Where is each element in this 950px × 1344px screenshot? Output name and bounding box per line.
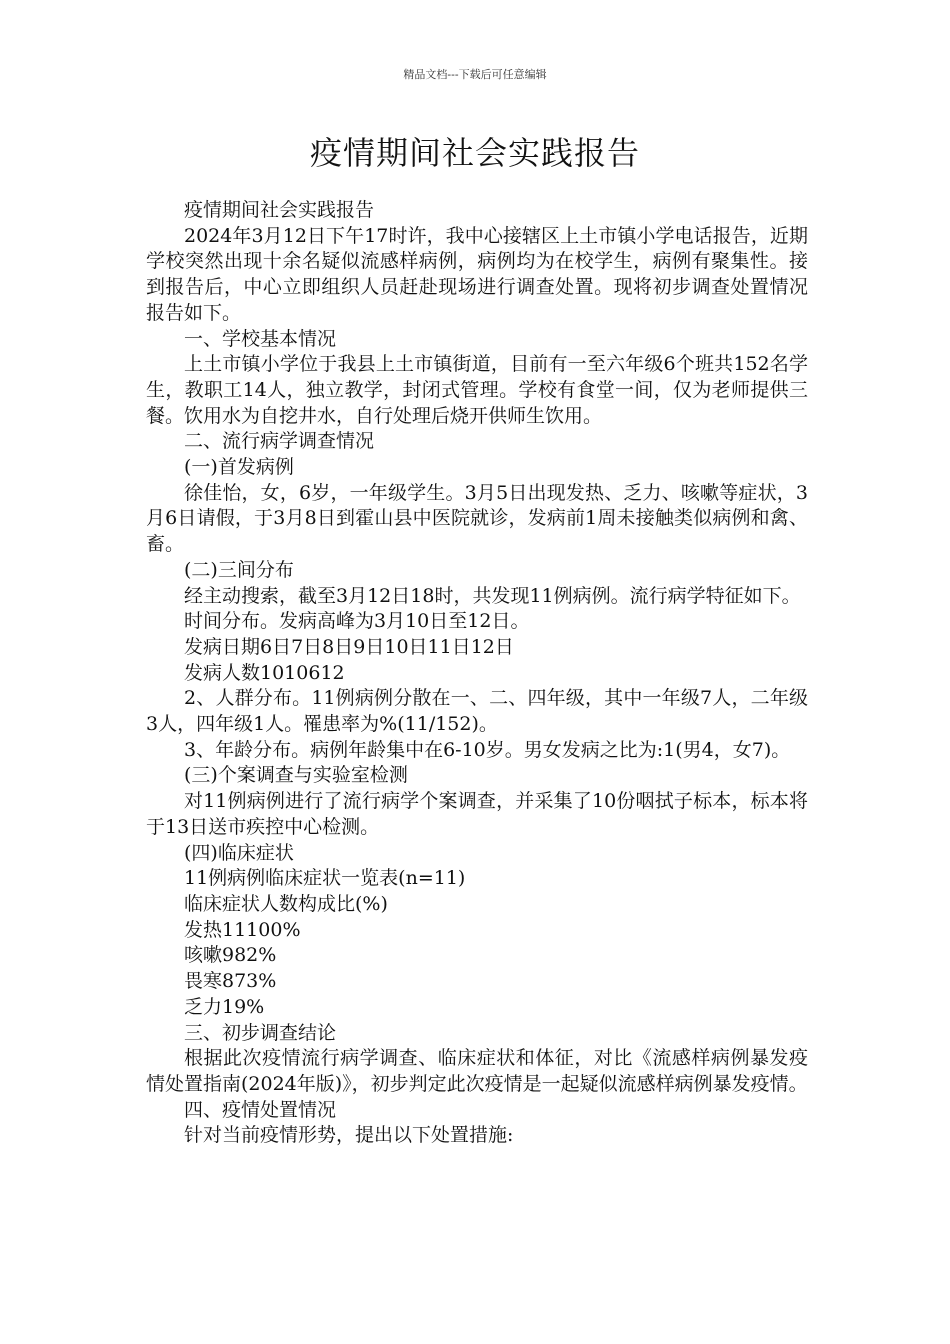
section-heading: 三、初步调查结论 (184, 1021, 337, 1044)
table-caption: 11例病例临床症状一览表(n=11) (184, 867, 466, 890)
subsection-heading: (一)首发病例 (184, 456, 294, 479)
document-body (146, 198, 808, 1149)
table-row-counts: 发病人数1010612 (184, 661, 345, 684)
paragraph: 2024年3月12日下午17时许，我中心接辖区上土市镇小学电话报告，近期学校突然出现十余名疑似流感样病例，病例均为在校学生，病例有聚集性。接到报告后，中心立即组织人员赶赴现场进行调查处置。现将初步调查处置情况报告如下。 (146, 224, 808, 324)
section-heading: 一、学校基本情况 (184, 327, 337, 350)
table-row: 乏力19% (184, 995, 265, 1018)
subsection-heading: (二)三间分布 (184, 558, 294, 581)
paragraph: 上土市镇小学位于我县上土市镇街道，目前有一至六年级6个班共152名学生，教职工14人，独立教学，封闭式管理。学校有食堂一间，仅为老师提供三餐。饮用水为自挖井水，自行处理后烧开供师生饮用。 (146, 353, 808, 427)
section-heading: 二、流行病学调查情况 (184, 430, 375, 453)
paragraph: 根据此次疫情流行病学调查、临床症状和体征，对比《流感样病例暴发疫情处置指南(2024年版)》，初步判定此次疫情是一起疑似流感样病例暴发疫情。 (146, 1047, 808, 1095)
document-title: 疫情期间社会实践报告 (309, 134, 640, 172)
paragraph: 对11例病例进行了流行病学个案调查，并采集了10份咽拭子标本，标本将于13日送市疾控中心检测。 (146, 790, 808, 838)
paragraph: 3、年龄分布。病例年龄集中在6-10岁。男女发病之比为:1(男4，女7)。 (184, 738, 791, 761)
paragraph: 徐佳怡，女，6岁，一年级学生。3月5日出现发热、乏力、咳嗽等症状，3月6日请假，于3月8日到霍山县中医院就诊，发病前1周未接触类似病例和禽、畜。 (146, 481, 808, 556)
paragraph: 2、人群分布。11例病例分散在一、二、四年级，其中一年级7人，二年级3人，四年级1人。罹患率为%(11/152)。 (146, 687, 808, 736)
text-line: 时间分布。发病高峰为3月10日至12日。 (184, 610, 530, 633)
table-row: 发热11100% (184, 918, 301, 941)
subsection-heading: (三)个案调查与实验室检测 (184, 764, 408, 787)
text-line: 疫情期间社会实践报告 (184, 199, 375, 221)
table-row: 咳嗽982% (184, 944, 277, 967)
table-header-row: 临床症状人数构成比(%) (184, 892, 388, 915)
table-row: 畏寒873% (184, 970, 277, 993)
page-header-note: 精品文档---下载后可任意编辑 (403, 68, 547, 81)
paragraph: 经主动搜索，截至3月12日18时，共发现11例病例。流行病学特征如下。 (184, 584, 801, 607)
text-line: 针对当前疫情形势，提出以下处置措施: (184, 1124, 514, 1147)
table-row-dates: 发病日期6日7日8日9日10日11日12日 (184, 635, 514, 658)
section-heading: 四、疫情处置情况 (184, 1098, 337, 1121)
subsection-heading: (四)临床症状 (184, 841, 294, 864)
